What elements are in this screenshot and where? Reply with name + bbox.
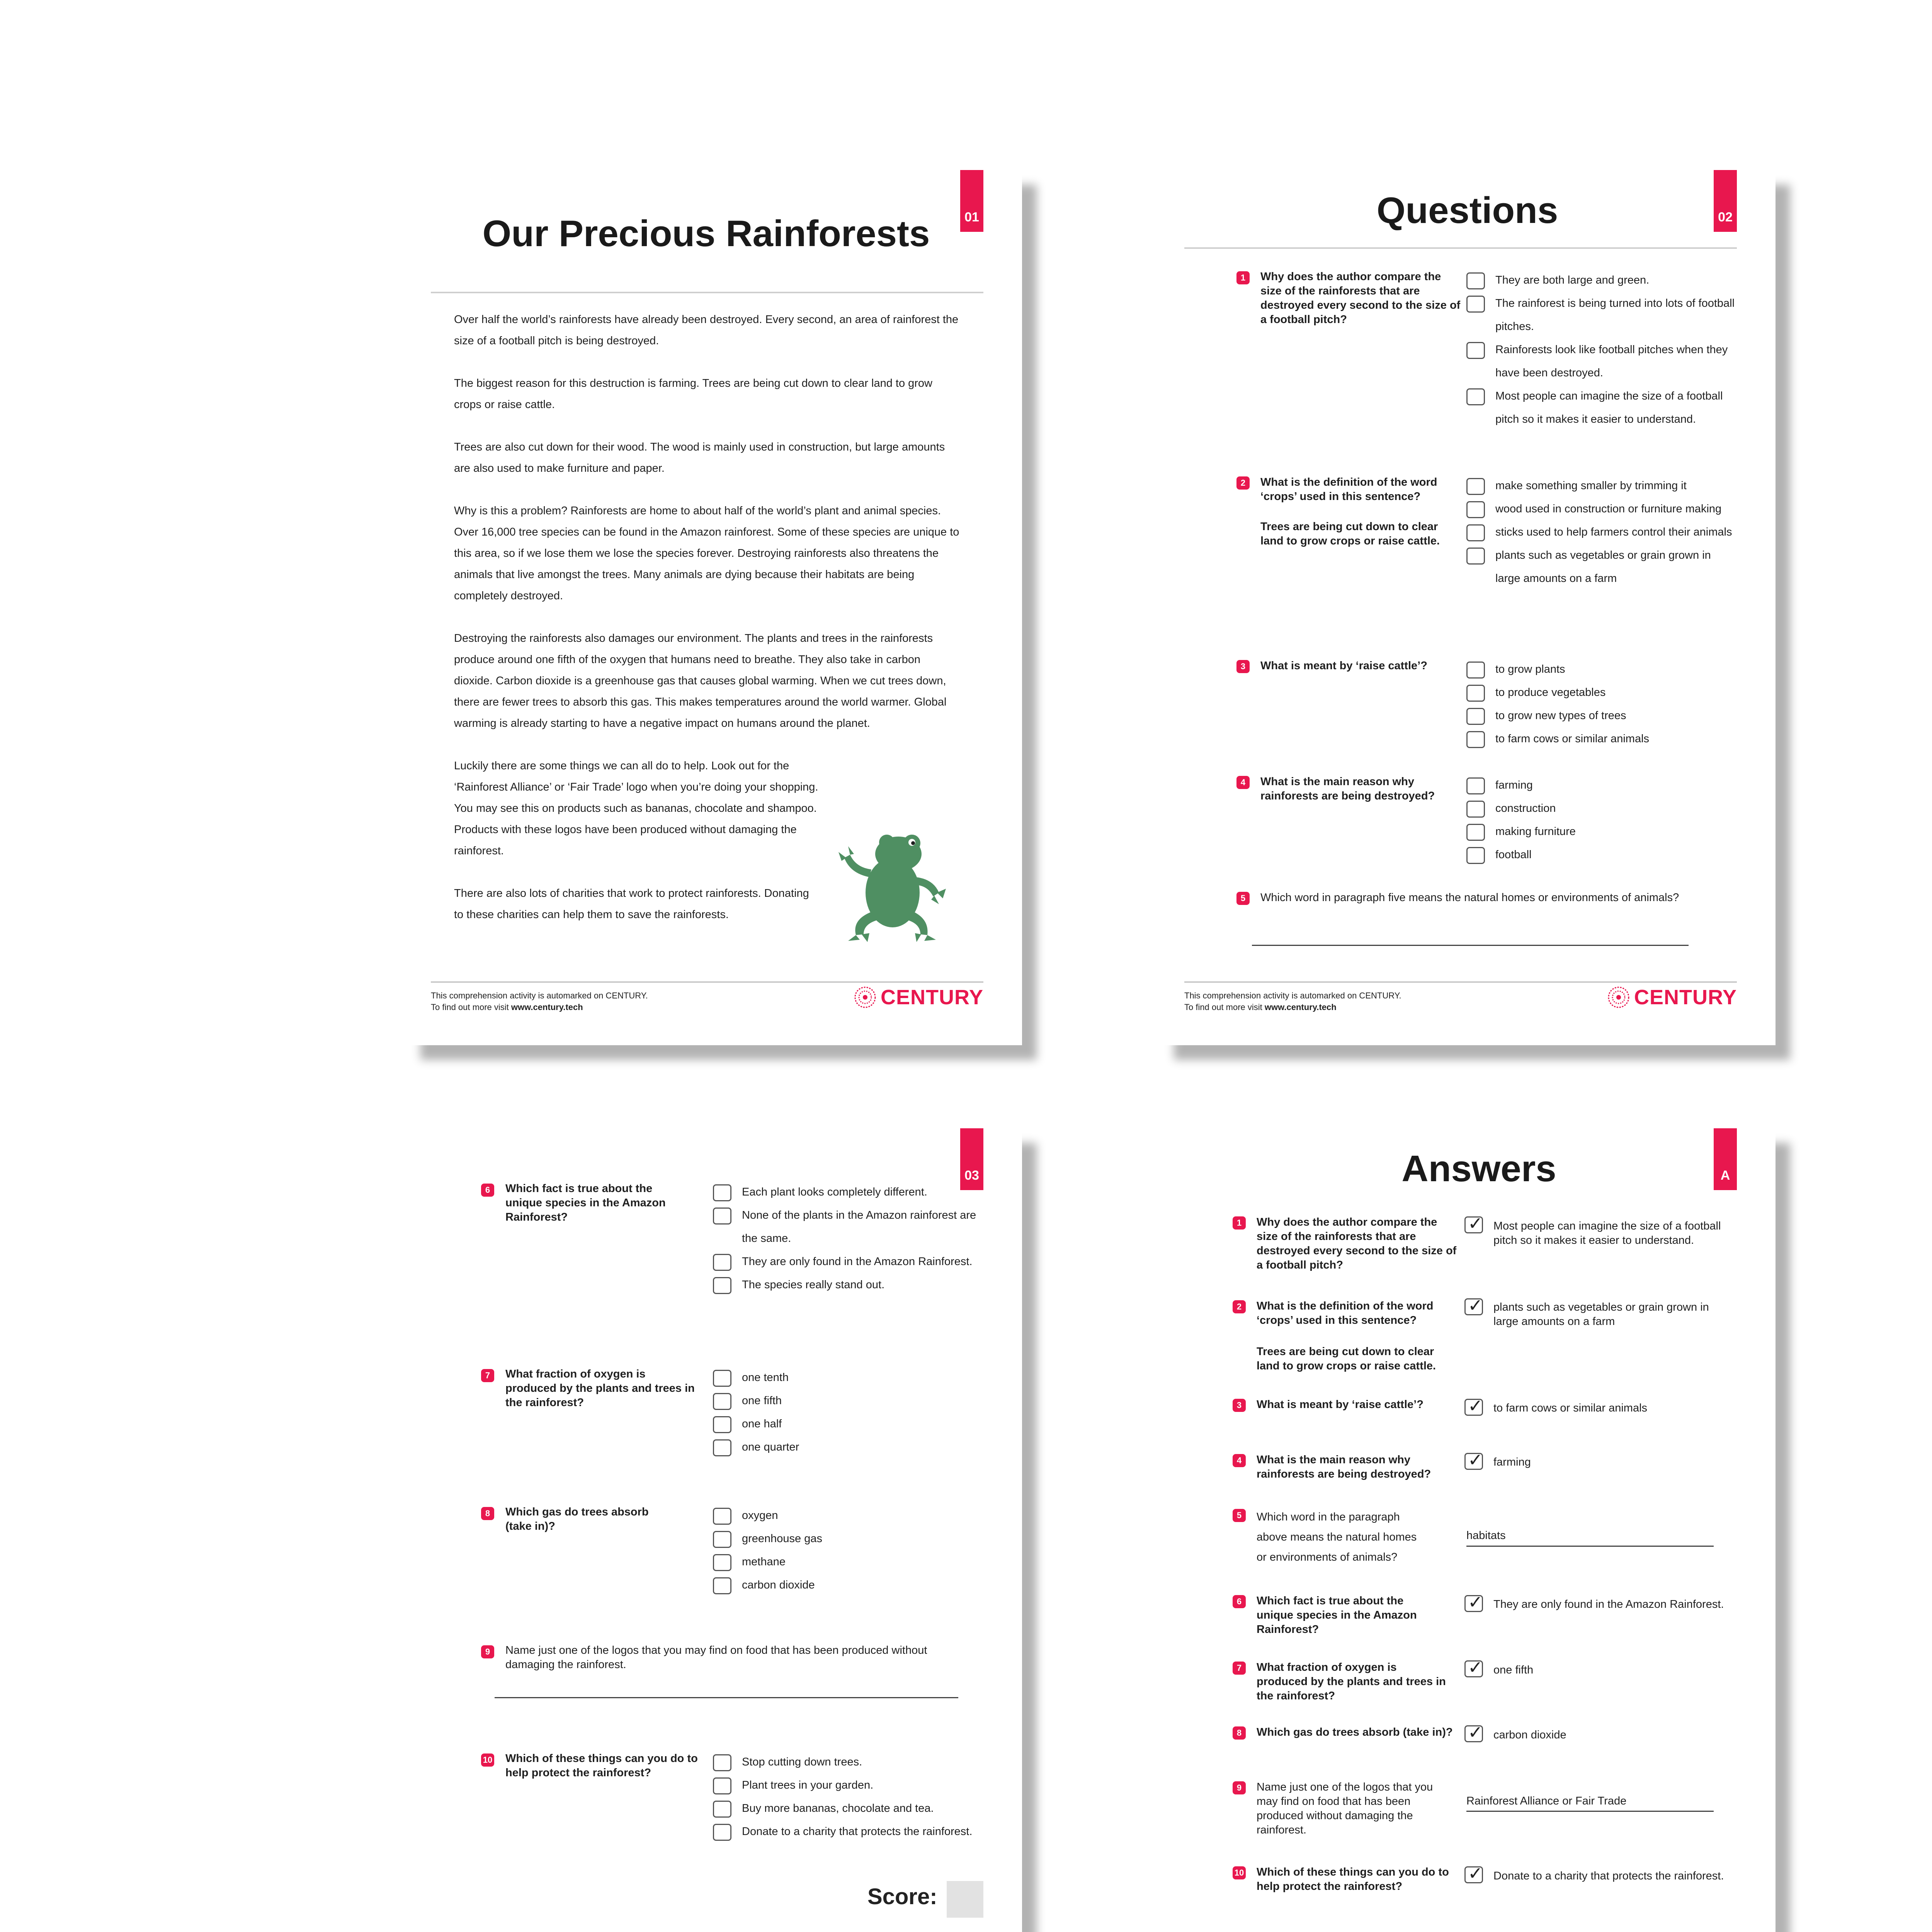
checkbox[interactable] xyxy=(1466,662,1485,679)
checkbox[interactable] xyxy=(713,1184,731,1201)
question-text: Which word in paragraph five means the natural homes or environments of animals? xyxy=(1260,891,1679,904)
question-number: 4 xyxy=(1236,776,1250,789)
question-number: 1 xyxy=(1236,271,1250,284)
page-title: Answers xyxy=(1401,1148,1556,1189)
century-logo xyxy=(1607,985,1737,1009)
option[interactable]: to produce vegetables xyxy=(1466,681,1737,704)
option[interactable]: wood used in construction or furniture making xyxy=(1466,497,1737,520)
checkbox[interactable] xyxy=(1466,524,1485,541)
question-text: Which of these things can you do to help protect the rainforest? xyxy=(1257,1866,1449,1893)
answer-line xyxy=(1466,1811,1714,1812)
answer-text: to farm cows or similar animals xyxy=(1493,1402,1648,1414)
question-number: 2 xyxy=(1233,1300,1246,1313)
question-text: What fraction of oxygen is produced by the plants and trees in the rainforest? xyxy=(505,1368,695,1409)
answer-text: farming xyxy=(1493,1456,1531,1468)
question-number: 8 xyxy=(481,1507,494,1520)
question-number: 2 xyxy=(1236,476,1250,490)
option[interactable]: methane xyxy=(713,1550,983,1573)
footer-note xyxy=(431,990,648,1013)
checkbox[interactable] xyxy=(1466,272,1485,289)
answer-text: plants such as vegetables or grain grown in large amounts on a farm xyxy=(1493,1301,1709,1328)
option[interactable]: They are both large and green. xyxy=(1466,269,1737,292)
question-text: Why does the author compare the size of the rainforests that are destroyed every second to the size of a football pitch? xyxy=(1260,270,1461,326)
option[interactable]: one half xyxy=(713,1412,983,1435)
answer-line[interactable] xyxy=(495,1697,958,1698)
option[interactable]: They are only found in the Amazon Rainforest. xyxy=(713,1250,983,1273)
question-text: What is the definition of the word ‘crops’ used in this sentence? xyxy=(1257,1300,1434,1327)
century-logo-icon xyxy=(854,986,877,1009)
answer-text: Most people can imagine the size of a football pitch so it makes it easier to understand. xyxy=(1493,1220,1721,1247)
option[interactable]: plants such as vegetables or grain grown in large amounts on a farm xyxy=(1466,544,1737,590)
question-text: What is the definition of the word ‘crops’ used in this sentence? xyxy=(1260,476,1437,503)
question-number: 1 xyxy=(1233,1216,1246,1230)
option[interactable]: make something smaller by trimming it xyxy=(1466,474,1737,497)
page-number-tab: 02 xyxy=(1714,170,1737,232)
answer-text: They are only found in the Amazon Rainforest. xyxy=(1493,1598,1724,1611)
century-logo-text: CENTURY xyxy=(1634,986,1737,1009)
question-number: 8 xyxy=(1233,1726,1246,1740)
paragraph-6: Luckily there are some things we can all do to help. Look out for the ‘Rainforest Alliance’ or ‘Fair Trade’ logo when you’re doing your shopping. You may see this on products such as bananas, chocolate and shampoo. Products with these logos have been produced without damaging the rainforest. xyxy=(454,760,818,857)
frog-icon xyxy=(835,831,947,943)
checkbox[interactable] xyxy=(713,1416,731,1433)
checkbox[interactable] xyxy=(713,1508,731,1525)
question-number: 10 xyxy=(1233,1866,1246,1879)
checkbox-checked[interactable] xyxy=(1464,1453,1483,1470)
paragraph-5: Destroying the rainforests also damages our environment. The plants and trees in the rainforests produce around one fifth of the oxygen that humans need to breathe. They also take in carbon dioxide. Carbon dioxide is a greenhouse gas that causes global warming. When we cut trees down, there are fewer trees to absorb this gas. This makes temperatures around the world warmer. Global warming is already starting to have a negative impact on humans around the planet. xyxy=(454,632,947,730)
century-logo-text: CENTURY xyxy=(880,986,983,1009)
footer-divider xyxy=(431,981,983,983)
question-quote: Trees are being cut down to clear land to grow crops or raise cattle. xyxy=(1260,520,1440,547)
answer-options xyxy=(1466,658,1737,750)
question-text: What is the main reason why rainforests are being destroyed? xyxy=(1257,1454,1431,1480)
footer-line-1: This comprehension activity is automarked on CENTURY. xyxy=(431,991,648,1000)
page-title: Questions xyxy=(1376,190,1558,231)
question-number: 9 xyxy=(481,1645,494,1658)
answer-text: Donate to a charity that protects the rainforest. xyxy=(1493,1870,1724,1882)
answer-options xyxy=(713,1750,991,1843)
title-divider xyxy=(1184,247,1737,249)
question-number: 7 xyxy=(1233,1662,1246,1675)
question-quote: Trees are being cut down to clear land to grow crops or raise cattle. xyxy=(1257,1345,1436,1372)
checkbox-checked[interactable] xyxy=(1464,1216,1483,1233)
checkbox[interactable] xyxy=(713,1824,731,1841)
century-logo-icon xyxy=(1607,986,1630,1009)
page-title: Our Precious Rainforests xyxy=(482,213,930,254)
checkbox[interactable] xyxy=(1466,501,1485,518)
question-number: 5 xyxy=(1236,892,1250,905)
question-text: Name just one of the logos that you may find on food that has been produced without damaging the rainforest. xyxy=(505,1644,927,1671)
century-logo xyxy=(854,985,983,1009)
option[interactable]: Rainforests look like football pitches when they have been destroyed. xyxy=(1466,338,1737,384)
option[interactable]: one tenth xyxy=(713,1366,983,1389)
question-text: Which fact is true about the unique species in the Amazon Rainforest? xyxy=(1257,1595,1417,1636)
answer-options xyxy=(713,1366,983,1459)
page-3-questions xyxy=(406,1128,1022,1932)
footer-note xyxy=(1184,990,1401,1013)
paragraph-1: Over half the world’s rainforests have already been destroyed. Every second, an area of rainforest the size of a football pitch is being destroyed. xyxy=(454,313,959,347)
checkbox[interactable] xyxy=(713,1208,731,1225)
checkbox-checked[interactable] xyxy=(1464,1399,1483,1416)
checkbox[interactable] xyxy=(713,1531,731,1548)
question-number: 10 xyxy=(481,1753,494,1767)
question-number: 9 xyxy=(1233,1781,1246,1794)
option[interactable]: carbon dioxide xyxy=(713,1573,983,1597)
written-answer: habitats xyxy=(1466,1529,1506,1542)
paragraph-7: There are also lots of charities that work to protect rainforests. Donating to these charities can help them to save the rainforests. xyxy=(454,887,809,921)
checkbox[interactable] xyxy=(713,1370,731,1387)
written-answer: Rainforest Alliance or Fair Trade xyxy=(1466,1795,1627,1807)
checkbox[interactable] xyxy=(713,1254,731,1271)
answer-options xyxy=(713,1180,983,1296)
question-number: 4 xyxy=(1233,1454,1246,1467)
option[interactable]: The rainforest is being turned into lots of football pitches. xyxy=(1466,292,1737,338)
option[interactable]: Buy more bananas, chocolate and tea. xyxy=(713,1797,991,1820)
option[interactable]: making furniture xyxy=(1466,820,1737,843)
footer-divider xyxy=(1184,981,1737,983)
question-text: What is meant by ‘raise cattle’? xyxy=(1257,1398,1423,1411)
question-text: What is meant by ‘raise cattle’? xyxy=(1260,660,1427,672)
option[interactable]: Most people can imagine the size of a football pitch so it makes it easier to understand. xyxy=(1466,384,1737,431)
option[interactable]: to grow plants xyxy=(1466,658,1737,681)
footer-line-2: To find out more visit www.century.tech xyxy=(431,1002,583,1012)
answer-options xyxy=(1466,474,1737,590)
checkbox[interactable] xyxy=(713,1554,731,1571)
question-number: 6 xyxy=(481,1184,494,1197)
checkbox[interactable] xyxy=(713,1577,731,1594)
checkbox[interactable] xyxy=(1466,478,1485,495)
checkbox-checked[interactable] xyxy=(1464,1595,1483,1612)
option[interactable]: Plant trees in your garden. xyxy=(713,1774,991,1797)
checkbox-checked[interactable] xyxy=(1464,1298,1483,1315)
footer-line-1: This comprehension activity is automarked on CENTURY. xyxy=(1184,991,1401,1000)
question-text: Which gas do trees absorb (take in)? xyxy=(1257,1726,1453,1738)
option[interactable]: greenhouse gas xyxy=(713,1527,983,1550)
question-text: Which word in the paragraph above means the natural homes or environments of animals? xyxy=(1257,1511,1417,1563)
answer-line xyxy=(1466,1546,1714,1547)
checkbox-checked[interactable] xyxy=(1464,1725,1483,1742)
question-text: Which of these things can you do to help protect the rainforest? xyxy=(505,1752,698,1779)
footer-link[interactable]: www.century.tech xyxy=(1264,1002,1337,1012)
option[interactable]: Donate to a charity that protects the rainforest. xyxy=(713,1820,991,1843)
checkbox[interactable] xyxy=(1466,685,1485,702)
option[interactable]: The species really stand out. xyxy=(713,1273,983,1296)
page-number-tab: 01 xyxy=(960,170,983,232)
question-number: 3 xyxy=(1236,660,1250,673)
answer-line[interactable] xyxy=(1252,945,1689,946)
paragraph-2: The biggest reason for this destruction is farming. Trees are being cut down to clear land to grow crops or raise cattle. xyxy=(454,377,932,411)
checkbox[interactable] xyxy=(1466,548,1485,565)
option[interactable]: Each plant looks completely different. xyxy=(713,1180,983,1204)
question-text: Name just one of the logos that you may find on food that has been produced without damaging the rainforest. xyxy=(1257,1781,1433,1836)
option[interactable]: construction xyxy=(1466,797,1737,820)
checkbox[interactable] xyxy=(713,1777,731,1794)
option[interactable]: to farm cows or similar animals xyxy=(1466,727,1737,750)
answer-options xyxy=(713,1504,983,1597)
page-1-passage xyxy=(406,170,1022,1045)
score-label: Score: xyxy=(867,1884,937,1909)
checkbox[interactable] xyxy=(1466,847,1485,864)
option[interactable]: None of the plants in the Amazon rainforest are the same. xyxy=(713,1204,983,1250)
option[interactable]: to grow new types of trees xyxy=(1466,704,1737,727)
question-number: 7 xyxy=(481,1369,494,1382)
question-text: Which fact is true about the unique species in the Amazon Rainforest? xyxy=(505,1182,666,1223)
page-number-tab: 03 xyxy=(960,1128,983,1190)
checkbox-checked[interactable] xyxy=(1464,1660,1483,1677)
answer-options xyxy=(1466,269,1737,431)
title-divider xyxy=(431,292,983,293)
paragraph-4: Why is this a problem? Rainforests are home to about half of the world’s plant and animal species. Over 16,000 tree species can be found in the Amazon rainforest. Some of these species are unique to this area, so if we lose them we lose the species forever. Destroying rainforests also threatens the animals that live amongst the trees. Many animals are dying because their habitats are being completely destroyed. xyxy=(454,505,959,602)
answer-text: one fifth xyxy=(1493,1664,1534,1676)
question-number: 3 xyxy=(1233,1399,1246,1412)
option[interactable]: one quarter xyxy=(713,1435,983,1459)
option[interactable]: oxygen xyxy=(713,1504,983,1527)
footer-link[interactable]: www.century.tech xyxy=(511,1002,583,1012)
checkbox[interactable] xyxy=(1466,388,1485,405)
checkbox[interactable] xyxy=(1466,824,1485,841)
checkbox-checked[interactable] xyxy=(1464,1866,1483,1883)
checkbox[interactable] xyxy=(1466,708,1485,725)
option[interactable]: football xyxy=(1466,843,1737,866)
checkbox[interactable] xyxy=(713,1277,731,1294)
paragraph-3: Trees are also cut down for their wood. The wood is mainly used in construction, but large amounts are also used to make furniture and paper. xyxy=(454,441,945,474)
question-text: Which gas do trees absorb (take in)? xyxy=(505,1506,649,1532)
page-number-tab: A xyxy=(1714,1128,1737,1190)
checkbox[interactable] xyxy=(1466,731,1485,748)
checkbox[interactable] xyxy=(1466,296,1485,313)
question-text: What fraction of oxygen is produced by the plants and trees in the rainforest? xyxy=(1257,1661,1446,1702)
checkbox[interactable] xyxy=(713,1754,731,1771)
checkbox[interactable] xyxy=(1466,342,1485,359)
question-text: What is the main reason why rainforests are being destroyed? xyxy=(1260,776,1435,802)
question-text: Why does the author compare the size of the rainforests that are destroyed every second to the size of a football pitch? xyxy=(1257,1216,1457,1271)
checkbox[interactable] xyxy=(713,1393,731,1410)
option[interactable]: one fifth xyxy=(713,1389,983,1412)
checkbox[interactable] xyxy=(713,1801,731,1818)
footer-line-2: To find out more visit www.century.tech xyxy=(1184,1002,1337,1012)
answer-text: carbon dioxide xyxy=(1493,1729,1566,1741)
option[interactable]: farming xyxy=(1466,774,1737,797)
page-4-answers xyxy=(1159,1128,1776,1932)
checkbox[interactable] xyxy=(1466,777,1485,794)
score-box xyxy=(947,1881,983,1918)
option[interactable]: Stop cutting down trees. xyxy=(713,1750,991,1774)
page-2-questions xyxy=(1159,170,1776,1045)
checkbox[interactable] xyxy=(1466,801,1485,818)
question-number: 6 xyxy=(1233,1595,1246,1608)
option[interactable]: sticks used to help farmers control their animals xyxy=(1466,520,1737,544)
checkbox[interactable] xyxy=(713,1439,731,1456)
question-number: 5 xyxy=(1233,1509,1246,1522)
answer-options xyxy=(1466,774,1737,866)
